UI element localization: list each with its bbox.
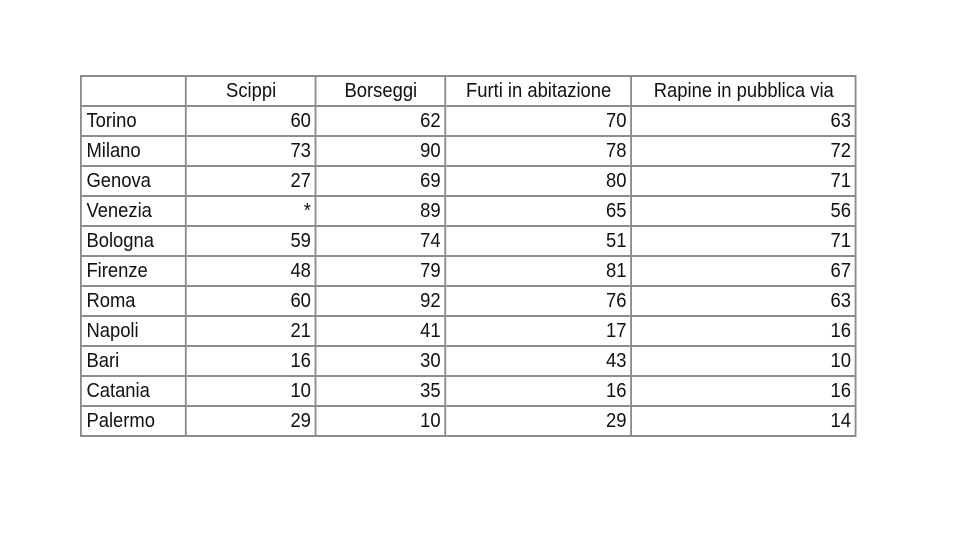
value-cell: 74 — [316, 226, 446, 256]
value-cell: 16 — [445, 376, 631, 406]
value-cell: 10 — [316, 406, 446, 436]
table-row — [81, 166, 856, 196]
header-scippi: Scippi — [186, 76, 316, 106]
value-cell: 56 — [631, 196, 855, 226]
crime-statistics-table — [80, 75, 856, 437]
city-cell: Torino — [81, 106, 186, 136]
value-cell: 48 — [186, 256, 316, 286]
value-cell: 27 — [186, 166, 316, 196]
header-rapine-in-pubblica-via: Rapine in pubblica via — [631, 76, 855, 106]
value-cell: 63 — [631, 286, 855, 316]
city-cell: Milano — [81, 136, 186, 166]
table-row — [81, 316, 856, 346]
city-cell: Napoli — [81, 316, 186, 346]
value-cell: 78 — [445, 136, 631, 166]
value-cell: 62 — [316, 106, 446, 136]
value-cell: 10 — [631, 346, 855, 376]
value-cell: 10 — [186, 376, 316, 406]
value-cell: 60 — [186, 286, 316, 316]
value-cell: 89 — [316, 196, 446, 226]
table-body — [81, 106, 856, 436]
city-cell: Bologna — [81, 226, 186, 256]
value-cell: * — [186, 196, 316, 226]
value-cell: 90 — [316, 136, 446, 166]
value-cell: 59 — [186, 226, 316, 256]
value-cell: 92 — [316, 286, 446, 316]
value-cell: 81 — [445, 256, 631, 286]
value-cell: 30 — [316, 346, 446, 376]
value-cell: 16 — [186, 346, 316, 376]
value-cell: 72 — [631, 136, 855, 166]
table-row — [81, 346, 856, 376]
header-furti-in-abitazione: Furti in abitazione — [445, 76, 631, 106]
city-cell: Catania — [81, 376, 186, 406]
city-cell: Venezia — [81, 196, 186, 226]
value-cell: 71 — [631, 226, 855, 256]
value-cell: 35 — [316, 376, 446, 406]
value-cell: 29 — [186, 406, 316, 436]
table-row — [81, 376, 856, 406]
value-cell: 80 — [445, 166, 631, 196]
value-cell: 16 — [631, 316, 855, 346]
header-corner-cell — [81, 76, 186, 106]
value-cell: 73 — [186, 136, 316, 166]
value-cell: 60 — [186, 106, 316, 136]
table-row — [81, 196, 856, 226]
value-cell: 29 — [445, 406, 631, 436]
value-cell: 16 — [631, 376, 855, 406]
table-row — [81, 226, 856, 256]
city-cell: Roma — [81, 286, 186, 316]
table-row — [81, 106, 856, 136]
value-cell: 65 — [445, 196, 631, 226]
value-cell: 51 — [445, 226, 631, 256]
value-cell: 71 — [631, 166, 855, 196]
value-cell: 69 — [316, 166, 446, 196]
value-cell: 43 — [445, 346, 631, 376]
table-row — [81, 256, 856, 286]
city-cell: Genova — [81, 166, 186, 196]
value-cell: 70 — [445, 106, 631, 136]
city-cell: Palermo — [81, 406, 186, 436]
table-row — [81, 406, 856, 436]
value-cell: 41 — [316, 316, 446, 346]
value-cell: 63 — [631, 106, 855, 136]
value-cell: 76 — [445, 286, 631, 316]
value-cell: 21 — [186, 316, 316, 346]
header-row — [81, 76, 856, 106]
value-cell: 17 — [445, 316, 631, 346]
value-cell: 79 — [316, 256, 446, 286]
table-row — [81, 286, 856, 316]
header-borseggi: Borseggi — [316, 76, 446, 106]
city-cell: Firenze — [81, 256, 186, 286]
value-cell: 14 — [631, 406, 855, 436]
city-cell: Bari — [81, 346, 186, 376]
table-row — [81, 136, 856, 166]
value-cell: 67 — [631, 256, 855, 286]
